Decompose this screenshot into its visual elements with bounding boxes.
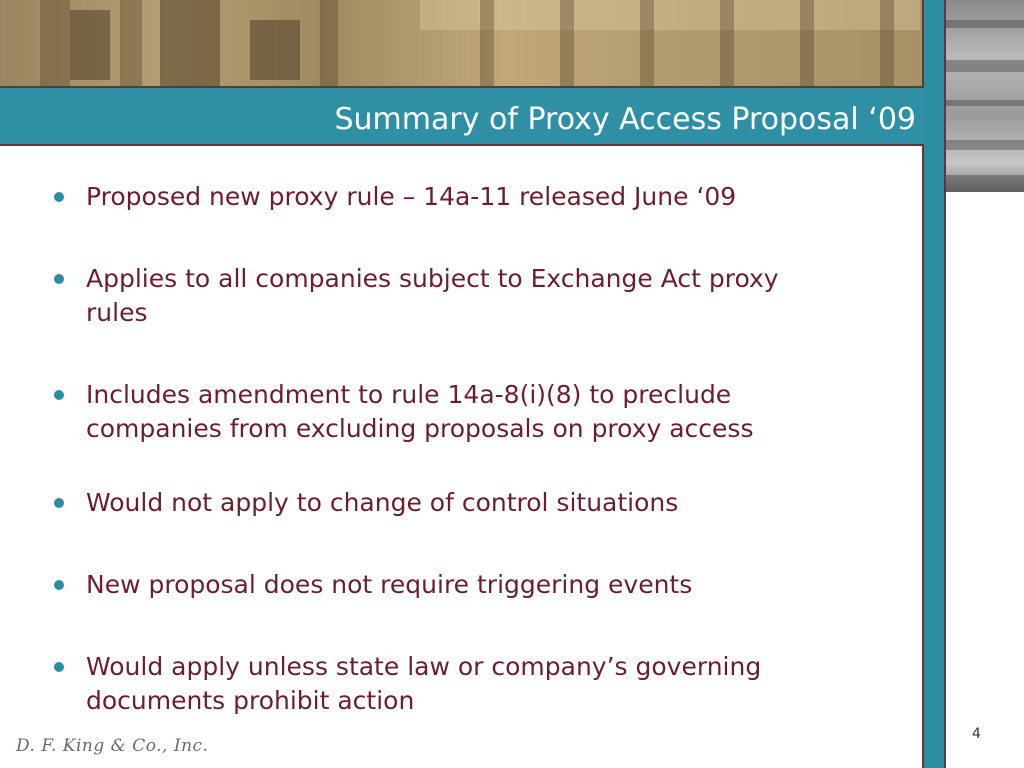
bullet-dot-icon [54,662,64,672]
bullet-text: Would not apply to change of control situations [86,488,679,517]
bullet-dot-icon [54,580,64,590]
side-building-photo [946,0,1024,192]
company-logo: D. F. King & Co., Inc. [16,736,209,756]
bullet-text: Applies to all companies subject to Exchange Act proxy rules [86,264,779,327]
bullet-text: New proposal does not require triggering events [86,570,693,599]
bullet-dot-icon [54,192,64,202]
bullet-text: Proposed new proxy rule – 14a-11 released June ‘09 [86,182,737,211]
title-bar [0,86,924,146]
bullet-text: Would apply unless state law or company’s governing documents prohibit action [86,652,762,715]
right-accent-bar [922,0,946,768]
header-building-photo [0,0,922,88]
bullet-dot-icon [54,390,64,400]
bullet-text: Includes amendment to rule 14a-8(i)(8) to preclude companies from excluding proposals on proxy access [86,380,754,443]
page-number: 4 [972,726,981,742]
slide-title: Summary of Proxy Access Proposal ‘09 [334,102,916,137]
bullet-dot-icon [54,274,64,284]
bullet-dot-icon [54,498,64,508]
